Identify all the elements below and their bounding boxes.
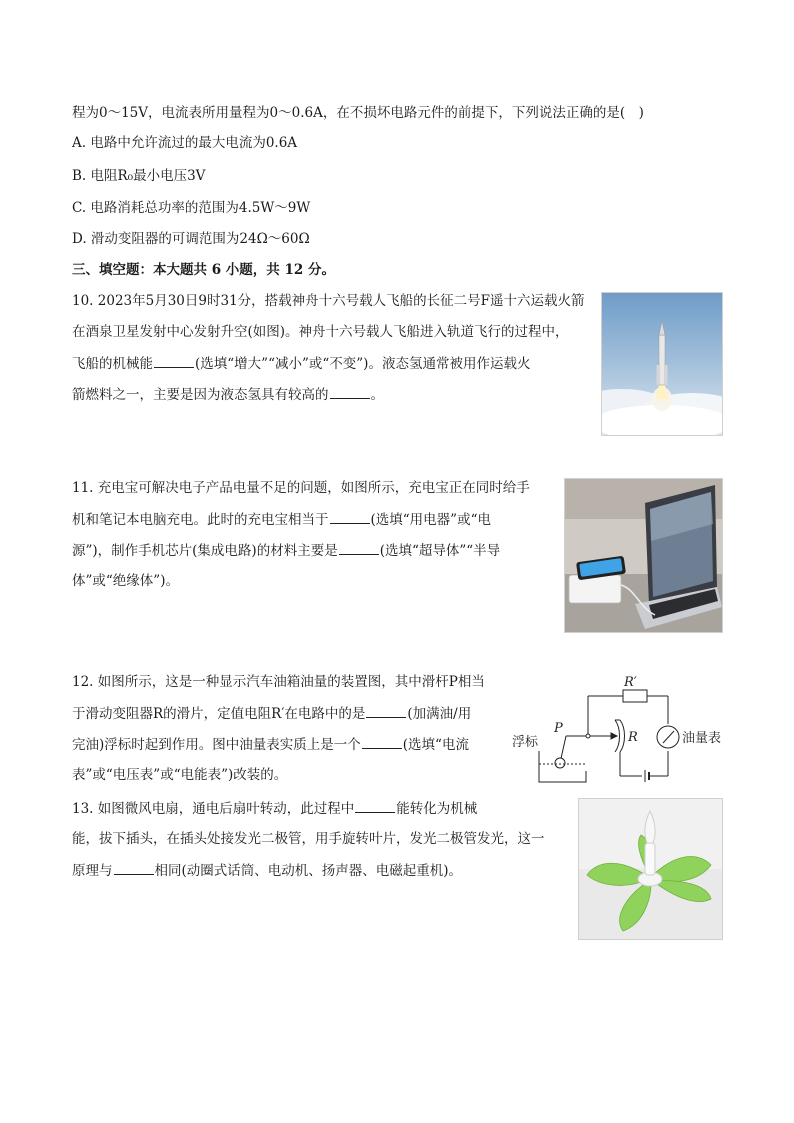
q10-line4 bbox=[72, 385, 384, 404]
rocket-launch-image bbox=[601, 292, 723, 436]
q10-line3 bbox=[72, 354, 530, 373]
q9-option-c: C. 电路消耗总功率的范围为4.5W～9W bbox=[72, 200, 311, 216]
q12-line1: 12. 如图所示，这是一种显示汽车油箱油量的装置图，其中滑杆P相当 bbox=[72, 674, 485, 690]
q12-line4: 表”或“电压表”或“电能表”)改装的。 bbox=[72, 767, 288, 783]
q12-line2 bbox=[72, 704, 471, 723]
q11-line3 bbox=[72, 541, 500, 560]
label-float: 浮标 bbox=[512, 735, 539, 750]
q13-text: 能转化为机械 bbox=[396, 801, 478, 817]
q11-text: 源”)，制作手机芯片(集成电路)的材料主要是 bbox=[72, 543, 338, 559]
label-gauge: 油量表 bbox=[682, 731, 722, 746]
q11-text: (选填“用电器”或“电 bbox=[370, 512, 491, 528]
q10-line1: 10. 2023年5月30日9时31分，搭载神舟十六号载人飞船的长征二号F遥十六运载火箭 bbox=[72, 293, 585, 309]
q11-line1: 11. 充电宝可解决电子产品电量不足的问题，如图所示，充电宝正在同时给手 bbox=[72, 480, 530, 496]
label-r: R bbox=[628, 730, 638, 745]
answer-blank[interactable] bbox=[114, 861, 154, 875]
q12-text: 完油)浮标时起到作用。图中油量表实质上是一个 bbox=[72, 737, 361, 753]
q13-line2: 能，拔下插头，在插头处接发光二极管，用手旋转叶片，发光二极管发光，这一 bbox=[72, 831, 545, 847]
answer-blank[interactable] bbox=[355, 799, 395, 813]
q13-text: 13. 如图微风电扇，通电后扇叶转动，此过程中 bbox=[72, 801, 355, 817]
q13-text: 原理与 bbox=[72, 863, 113, 879]
answer-blank[interactable] bbox=[362, 735, 402, 749]
label-p: P bbox=[554, 721, 563, 736]
q12-text: (选填“电流 bbox=[402, 737, 469, 753]
label-r-prime: R′ bbox=[624, 675, 637, 690]
q9-option-d: D. 滑动变阻器的可调范围为24Ω～60Ω bbox=[72, 231, 310, 247]
q11-line4: 体”或“绝缘体”)。 bbox=[72, 573, 179, 589]
answer-blank[interactable] bbox=[154, 354, 194, 368]
q11-line2 bbox=[72, 510, 491, 529]
answer-blank[interactable] bbox=[330, 510, 370, 524]
mini-fan-image bbox=[578, 798, 723, 940]
laptop-powerbank-image bbox=[564, 478, 723, 633]
q10-text: 。 bbox=[370, 387, 384, 403]
q12-text: (加满油/用 bbox=[407, 706, 472, 722]
q10-line2: 在酒泉卫星发射中心发射升空(如图)。神舟十六号载人飞船进入轨道飞行的过程中， bbox=[72, 324, 569, 340]
q9-stem: 程为0～15V，电流表所用量程为0～0.6A，在不损坏电路元件的前提下，下列说法正确的是( ) bbox=[72, 105, 644, 121]
q11-text: (选填“超导体”“半导 bbox=[379, 543, 501, 559]
q13-line3 bbox=[72, 861, 462, 880]
q9-option-b: B. 电阻R₀最小电压3V bbox=[72, 168, 206, 184]
answer-blank[interactable] bbox=[339, 541, 379, 555]
q9-option-a: A. 电路中允许流过的最大电流为0.6A bbox=[72, 135, 298, 151]
q13-text: 相同(动圈式话筒、电动机、扬声器、电磁起重机)。 bbox=[154, 863, 463, 879]
q10-text: 飞船的机械能 bbox=[72, 356, 153, 372]
q10-text: 箭燃料之一，主要是因为液态氢具有较高的 bbox=[72, 387, 329, 403]
q13-line1 bbox=[72, 799, 477, 818]
q11-text: 机和笔记本电脑充电。此时的充电宝相当于 bbox=[72, 512, 329, 528]
q12-text: 于滑动变阻器R的滑片，定值电阻R′在电路中的是 bbox=[72, 706, 366, 722]
fuel-gauge-circuit-diagram bbox=[508, 672, 730, 792]
answer-blank[interactable] bbox=[330, 385, 370, 399]
section-title: 三、填空题：本大题共 6 小题，共 12 分。 bbox=[72, 262, 335, 278]
answer-blank[interactable] bbox=[366, 704, 406, 718]
q10-text: (选填“增大”“减小”或“不变”)。液态氢通常被用作运载火 bbox=[195, 356, 531, 372]
q12-line3 bbox=[72, 735, 469, 754]
